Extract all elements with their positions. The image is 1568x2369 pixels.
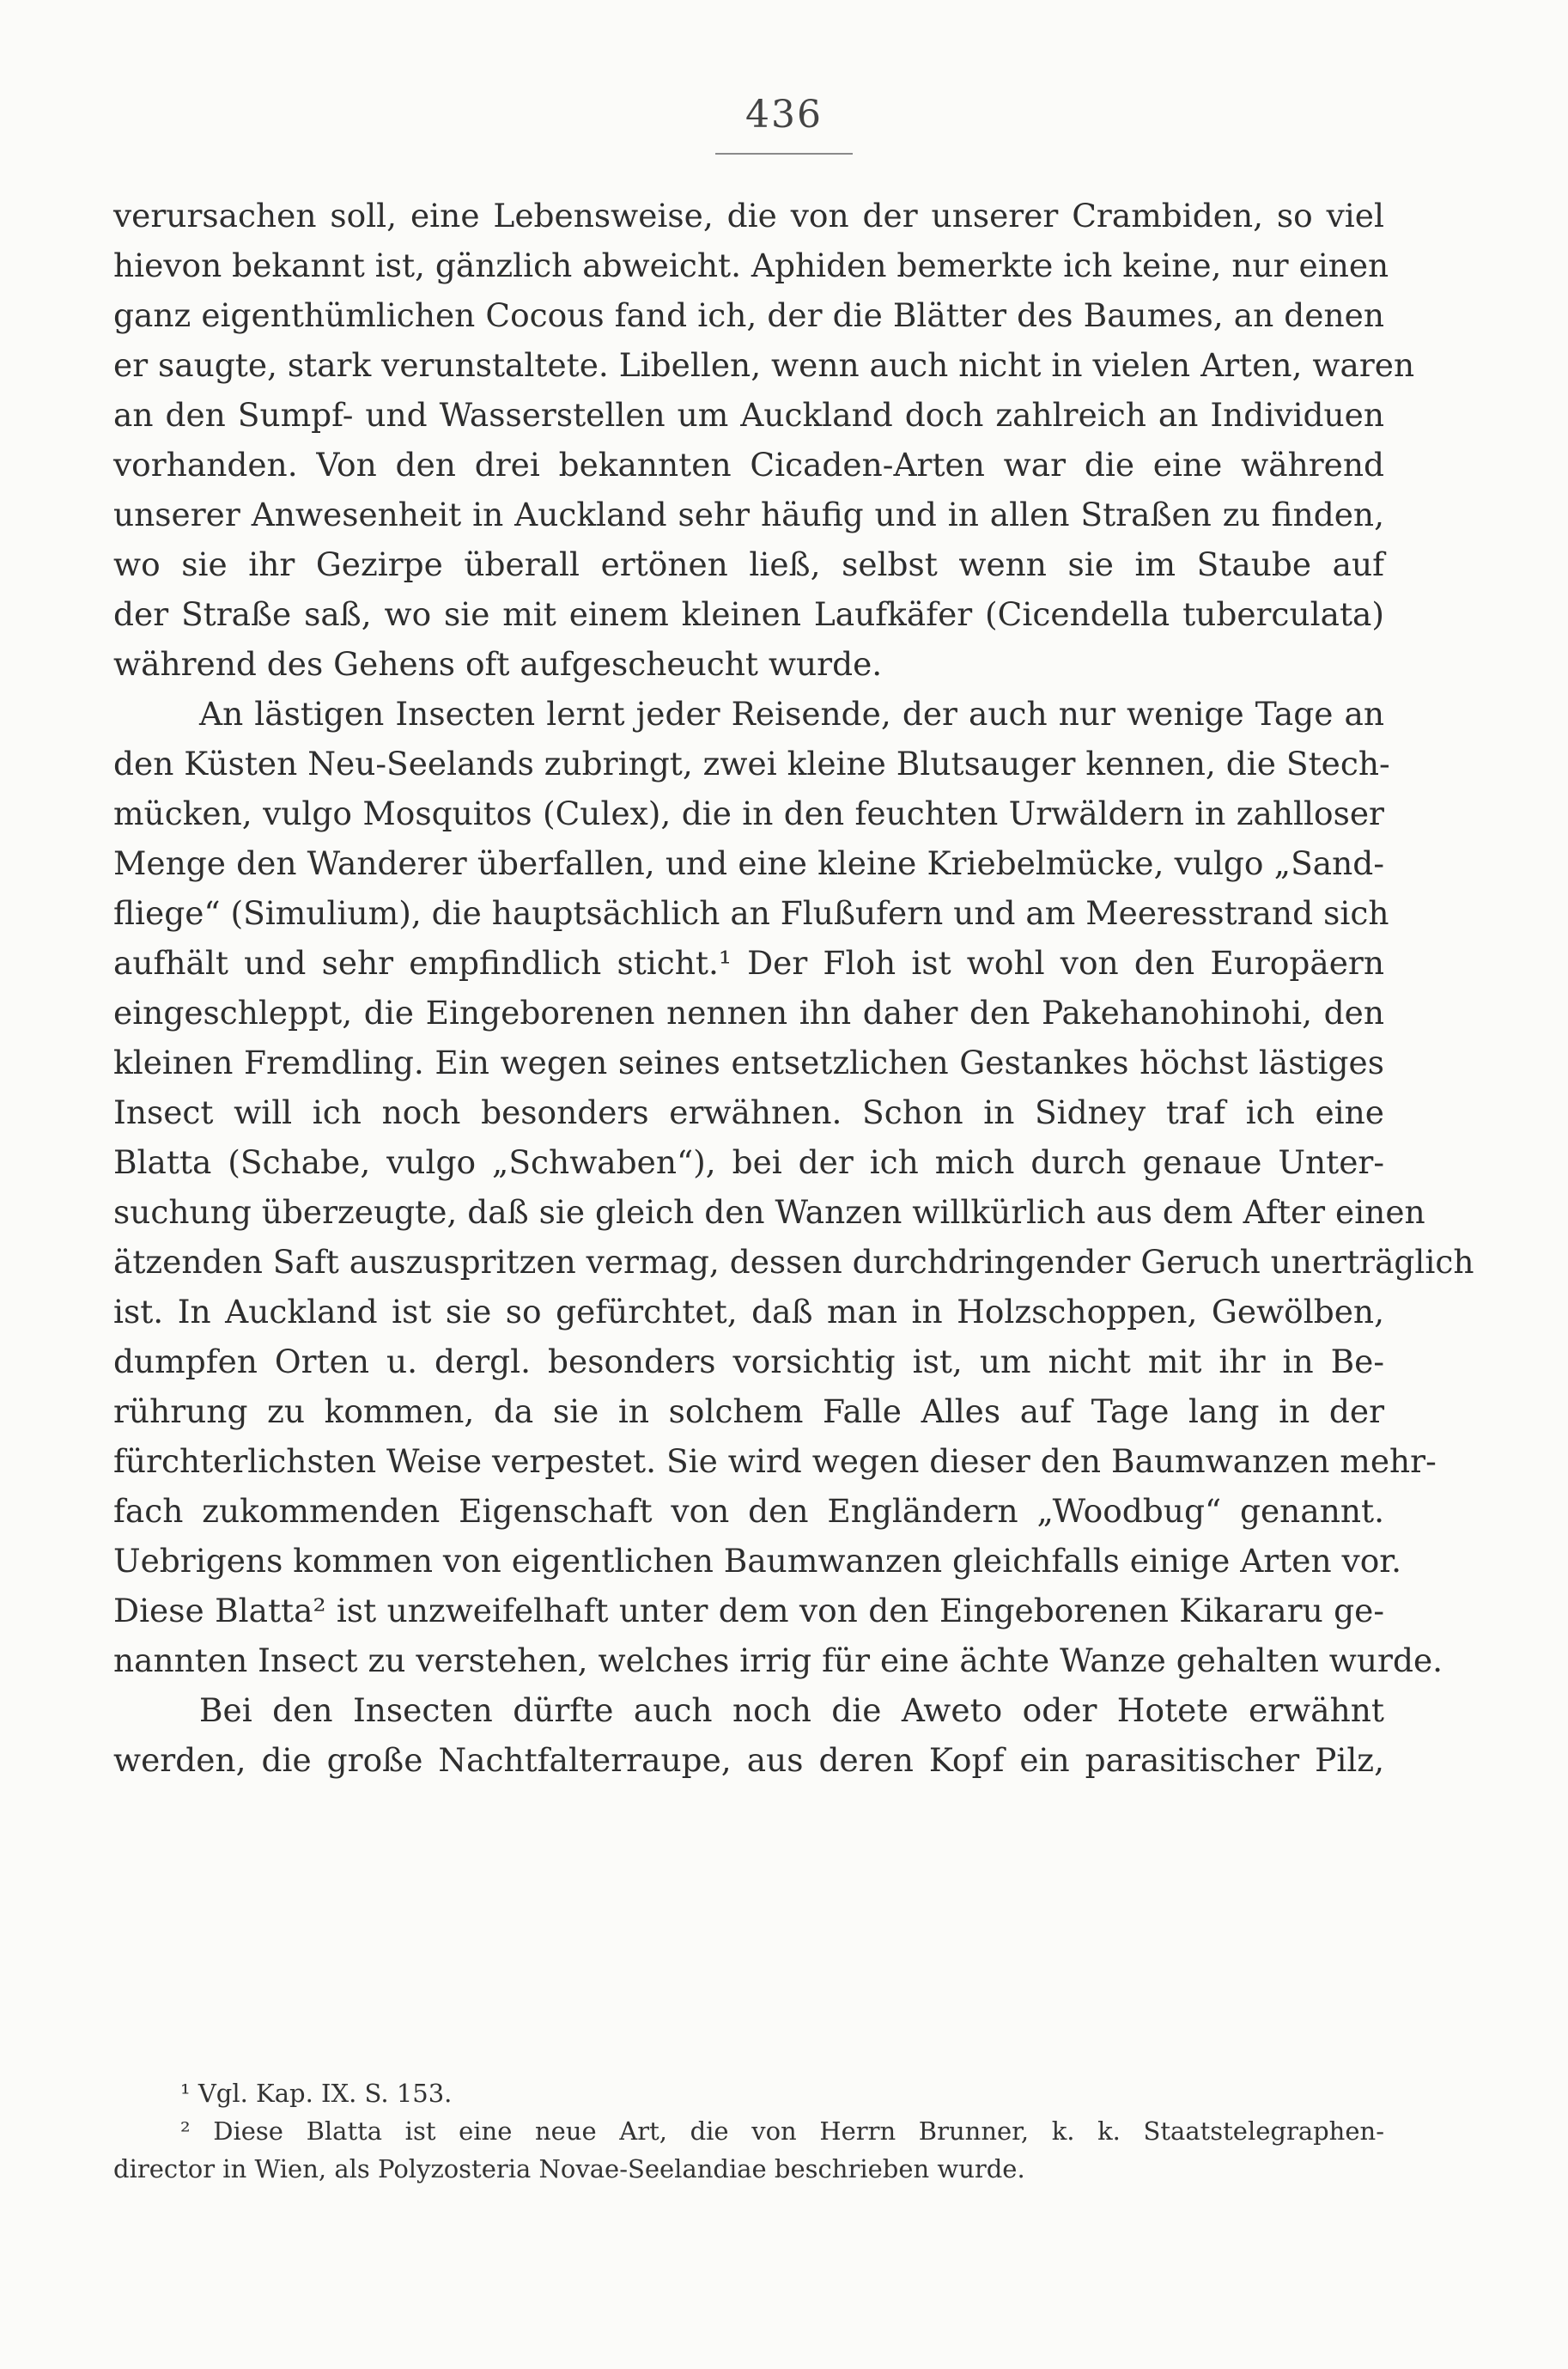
text-line: Diese Blatta² ist unzweifelhaft unter dem von den Eingeborenen Kikararu ge- <box>113 1592 1384 1629</box>
text-line: er saugte, stark verunstaltete. Libellen, wenn auch nicht in vielen Arten, waren <box>113 346 1415 384</box>
body-text <box>113 191 1474 1785</box>
footnote-2: ² Diese Blatta ist eine neue Art, die von Herrn Brunner, k. k. Staatstelegraphen- <box>180 2116 1384 2146</box>
footnotes <box>113 2074 1384 2188</box>
text-line: ist. In Auckland ist sie so gefürchtet, daß man in Holzschoppen, Gewölben, <box>113 1293 1384 1331</box>
text-line: ganz eigenthümlichen Cocous fand ich, der die Blätter des Baumes, an denen <box>113 296 1384 334</box>
text-line: ätzenden Saft auszuspritzen vermag, dessen durchdringender Geruch unerträglich <box>113 1243 1474 1281</box>
text-line: der Straße saß, wo sie mit einem kleinen Laufkäfer (Cicendella tuberculata) <box>113 595 1384 633</box>
text-line: während des Gehens oft aufgescheucht wurde. <box>113 645 883 683</box>
text-line: rührung zu kommen, da sie in solchem Falle Alles auf Tage lang in der <box>113 1392 1384 1430</box>
text-line: hievon bekannt ist, gänzlich abweicht. Aphiden bemerkte ich keine, nur einen <box>113 247 1389 284</box>
text-line: kleinen Fremdling. Ein wegen seines entsetzlichen Gestankes höchst lästiges <box>113 1044 1384 1081</box>
text-line: unserer Anwesenheit in Auckland sehr häufig und in allen Straßen zu finden, <box>113 496 1384 533</box>
text-line: dumpfen Orten u. dergl. besonders vorsichtig ist, um nicht mit ihr in Be- <box>113 1343 1384 1380</box>
text-line: eingeschleppt, die Eingeborenen nennen ihn daher den Pakehanohinohi, den <box>113 994 1384 1032</box>
text-line: aufhält und sehr empfindlich sticht.¹ Der Floh ist wohl von den Europäern <box>113 944 1384 982</box>
text-line: fach zukommenden Eigenschaft von den Engländern „Woodbug“ genannt. <box>113 1492 1384 1530</box>
text-line: vorhanden. Von den drei bekannten Cicaden-Arten war die eine während <box>113 446 1384 484</box>
text-line: Menge den Wanderer überfallen, und eine kleine Kriebelmücke, vulgo „Sand- <box>113 844 1384 882</box>
text-line: Bei den Insecten dürfte auch noch die Aweto oder Hotete erwähnt <box>199 1691 1384 1729</box>
footnote-2-continuation: director in Wien, als Polyzosteria Novae-Seelandiae beschrieben wurde. <box>113 2154 1025 2183</box>
text-line: wo sie ihr Gezirpe überall ertönen ließ, selbst wenn sie im Staube auf <box>113 545 1384 583</box>
text-line: suchung überzeugte, daß sie gleich den Wanzen willkürlich aus dem After einen <box>113 1193 1425 1231</box>
text-line: Blatta (Schabe, vulgo „Schwaben“), bei der ich mich durch genaue Unter- <box>113 1143 1384 1181</box>
footnote-1: ¹ Vgl. Kap. IX. S. 153. <box>180 2079 453 2108</box>
page-number: 436 <box>745 93 823 137</box>
text-line: nannten Insect zu verstehen, welches irrig für eine ächte Wanze gehalten wurde. <box>113 1641 1443 1679</box>
text-line: Uebrigens kommen von eigentlichen Baumwanzen gleichfalls einige Arten vor. <box>113 1542 1402 1580</box>
text-line: mücken, vulgo Mosquitos (Culex), die in den feuchten Urwäldern in zahlloser <box>113 795 1384 832</box>
text-line: verursachen soll, eine Lebensweise, die von der unserer Crambiden, so viel <box>113 197 1384 234</box>
text-line: werden, die große Nachtfalterraupe, aus deren Kopf ein parasitischer Pilz, <box>113 1741 1384 1779</box>
text-line: An lästigen Insecten lernt jeder Reisende, der auch nur wenige Tage an <box>199 695 1384 733</box>
text-line: an den Sumpf- und Wasserstellen um Auckland doch zahlreich an Individuen <box>113 396 1384 434</box>
text-line: den Küsten Neu-Seelands zubringt, zwei kleine Blutsauger kennen, die Stech- <box>113 745 1390 783</box>
text-line: Insect will ich noch besonders erwähnen. Schon in Sidney traf ich eine <box>113 1093 1384 1131</box>
text-line: fürchterlichsten Weise verpestet. Sie wird wegen dieser den Baumwanzen mehr- <box>113 1442 1437 1480</box>
header-rule <box>715 153 853 155</box>
text-line: fliege“ (Simulium), die hauptsächlich an Flußufern und am Meeresstrand sich <box>113 894 1389 932</box>
